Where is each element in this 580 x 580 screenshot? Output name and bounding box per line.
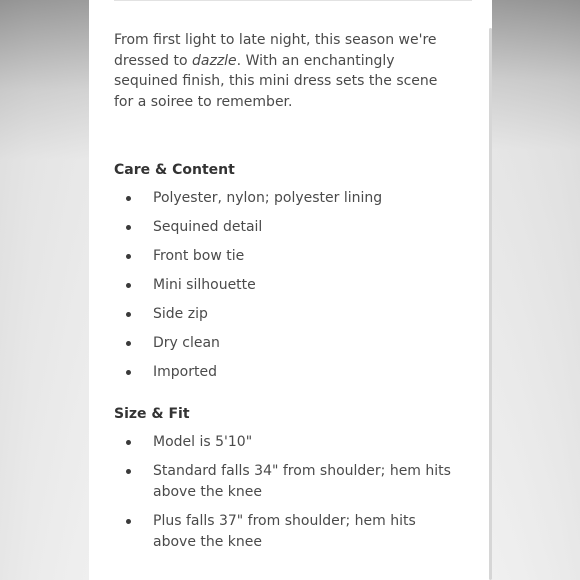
list-item-text: Front bow tie	[153, 248, 245, 264]
list-item-text: Imported	[153, 364, 217, 380]
list-item	[114, 333, 459, 354]
bullet-icon	[126, 196, 131, 201]
description-intro-start: From first light to late night, this season we're dressed to	[114, 32, 437, 69]
list-item-text: Plus falls 37" from shoulder; hem hits above the knee	[153, 513, 416, 550]
list-item	[114, 246, 459, 267]
bullet-icon	[126, 254, 131, 259]
divider	[114, 0, 472, 1]
bullet-icon	[126, 225, 131, 230]
list-item-text: Polyester, nylon; polyester lining	[153, 190, 383, 206]
list-item-text: Model is 5'10"	[153, 434, 253, 450]
bullet-icon	[126, 440, 131, 445]
description-emphasis: dazzle	[192, 52, 237, 69]
list-item-text: Sequined detail	[153, 219, 263, 235]
list-item	[114, 511, 459, 553]
product-details-panel[interactable]	[89, 0, 492, 580]
list-item	[114, 461, 459, 503]
list-item-text: Side zip	[153, 306, 208, 322]
product-description	[114, 30, 459, 112]
bullet-icon	[126, 283, 131, 288]
bullet-icon	[126, 370, 131, 375]
bullet-icon	[126, 469, 131, 474]
care-content-heading: Care & Content	[114, 162, 235, 178]
list-item	[114, 217, 459, 238]
bullet-icon	[126, 341, 131, 346]
list-item	[114, 304, 459, 325]
size-fit-list	[114, 432, 459, 553]
product-details-content	[114, 30, 459, 561]
size-fit-heading: Size & Fit	[114, 406, 190, 422]
list-item	[114, 275, 459, 296]
care-content-list	[114, 188, 459, 383]
list-item-text: Mini silhouette	[153, 277, 256, 293]
list-item-text: Dry clean	[153, 335, 220, 351]
scrollbar[interactable]	[489, 28, 492, 580]
list-item	[114, 432, 459, 453]
description-intro-end: . With an enchantingly sequined finish, this mini dress sets the scene for a soiree to remember.	[114, 52, 438, 110]
background-right	[491, 0, 580, 580]
bullet-icon	[126, 312, 131, 317]
list-item	[114, 362, 459, 383]
list-item-text: Standard falls 34" from shoulder; hem hits above the knee	[153, 463, 451, 500]
list-item	[114, 188, 459, 209]
bullet-icon	[126, 519, 131, 524]
background-left	[0, 0, 89, 580]
